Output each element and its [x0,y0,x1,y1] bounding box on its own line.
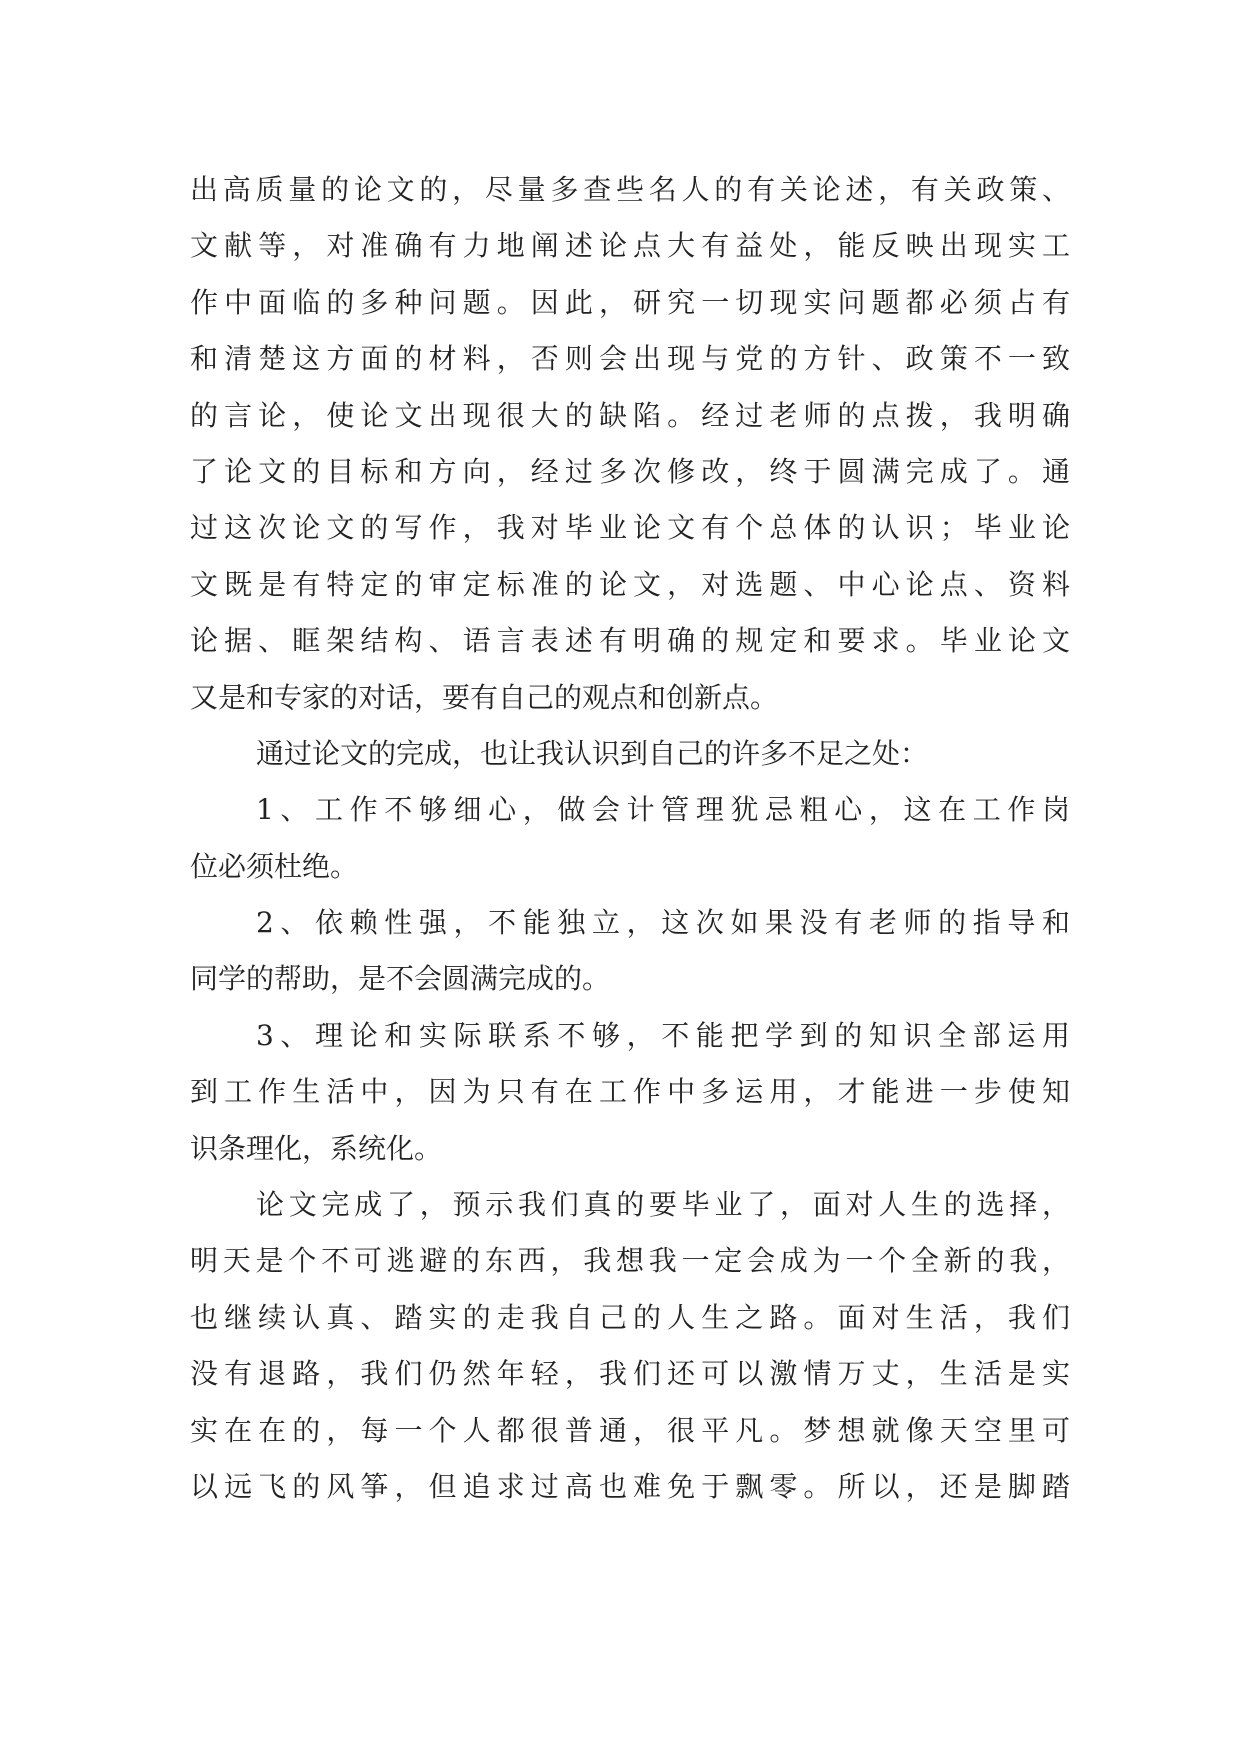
document-body [190,162,1070,1515]
text-line: 明天是个不可逃避的东西，我想我一定会成为一个全新的我， [190,1244,1070,1278]
text-line: 以远飞的风筝，但追求过高也难免于飘零。所以，还是脚踏 [190,1469,1070,1503]
list-item-3-line: 识条理化，系统化。 [190,1131,443,1165]
list-item-2-line: 2、依赖性强，不能独立，这次如果没有老师的指导和 [256,906,1070,940]
text-line: 作中面临的多种问题。因此，研究一切现实问题都必须占有 [190,285,1070,319]
list-item-1-line: 位必须杜绝。 [190,849,359,883]
text-line: 和清楚这方面的材料，否则会出现与党的方针、政策不一致 [190,342,1070,376]
paragraph-first-line: 论文完成了，预示我们真的要毕业了，面对人生的选择， [256,1188,1070,1222]
text-line: 论据、眶架结构、语言表述有明确的规定和要求。毕业论文 [190,624,1070,658]
text-line: 了论文的目标和方向，经过多次修改，终于圆满完成了。通 [190,454,1070,488]
list-item-1-line: 1、工作不够细心，做会计管理犹忌粗心，这在工作岗 [256,793,1070,827]
text-line: 的言论，使论文出现很大的缺陷。经过老师的点拨，我明确 [190,398,1070,432]
text-line: 没有退路，我们仍然年轻，我们还可以激情万丈，生活是实 [190,1357,1070,1391]
text-line: 文既是有特定的审定标准的论文，对选题、中心论点、资料 [190,567,1070,601]
list-item-3-line: 到工作生活中，因为只有在工作中多运用，才能进一步使知 [190,1075,1070,1109]
list-item-2-line: 同学的帮助，是不会圆满完成的。 [190,962,611,996]
list-item-3-line: 3、理论和实际联系不够，不能把学到的知识全部运用 [256,1018,1070,1052]
text-line: 文献等，对准确有力地阐述论点大有益处，能反映出现实工 [190,229,1070,263]
paragraph-first-line: 通过论文的完成，也让我认识到自己的许多不足之处： [256,736,929,770]
text-line: 实在在的，每一个人都很普通，很平凡。梦想就像天空里可 [190,1413,1070,1447]
text-line: 出高质量的论文的，尽量多查些名人的有关论述，有关政策、 [190,173,1070,206]
text-line: 又是和专家的对话，要有自己的观点和创新点。 [190,680,779,714]
text-line: 也继续认真、踏实的走我自己的人生之路。面对生活，我们 [190,1300,1070,1334]
text-line: 过这次论文的写作，我对毕业论文有个总体的认识；毕业论 [190,511,1070,545]
